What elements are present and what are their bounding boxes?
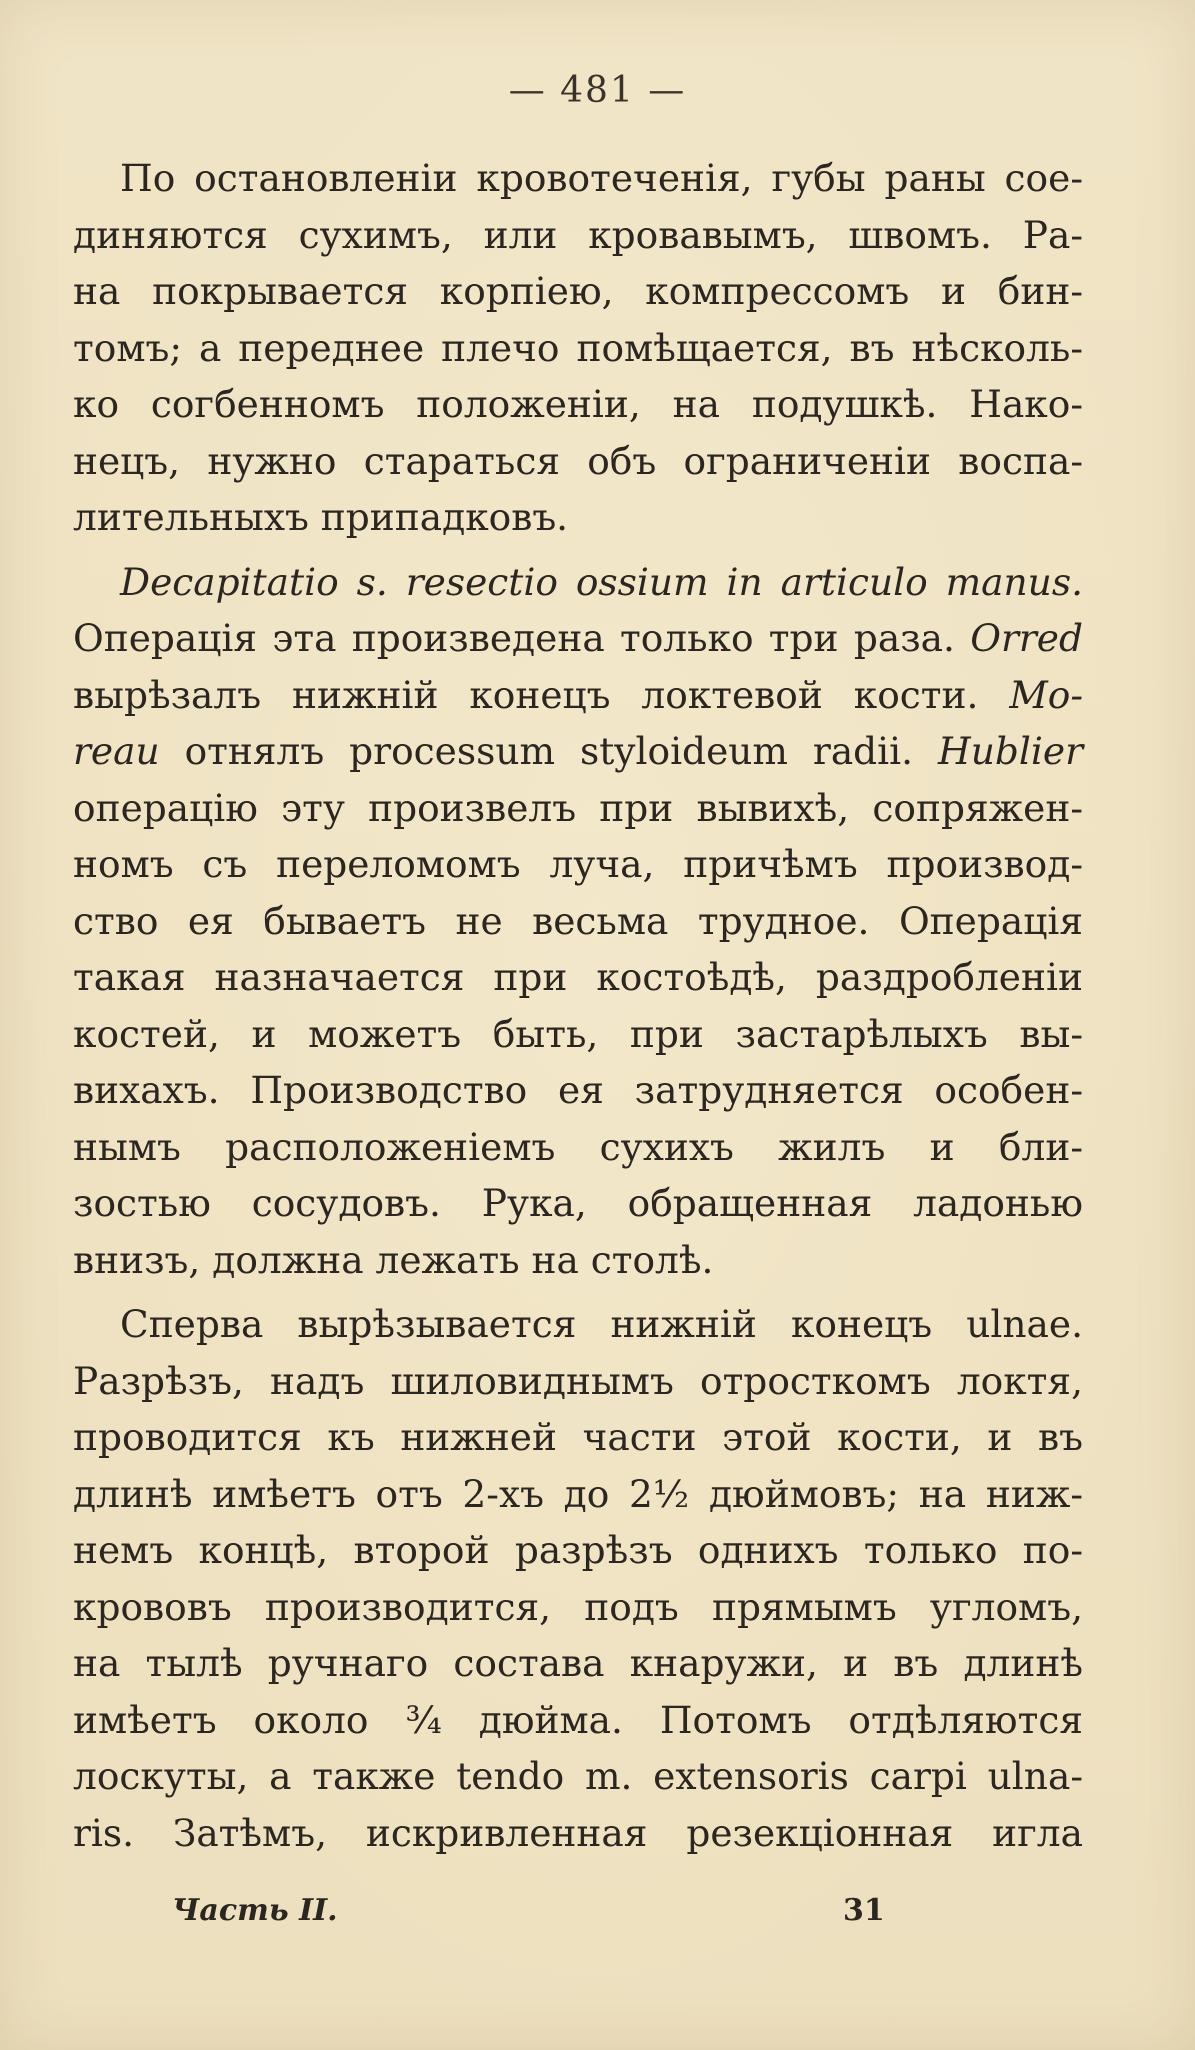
text-line: лительныхъ припадковъ. [73,495,569,539]
italic-run: Hublier [938,729,1083,773]
page-number: — 481 — [508,70,687,111]
text-line: нецъ, нужно стараться объ ограниченіи воспа- [73,438,1083,483]
text-line: проводится къ нижней части этой кости, и въ [73,1415,1083,1459]
italic-run: Mo- [1009,672,1083,717]
text-line: По остановленіи кровотеченія, губы раны сое- [120,156,1083,200]
text-line: на покрывается корпіею, компрессомъ и бин- [73,269,1083,313]
text-line: ris. Затѣмъ, искривленная резекціонная игла [73,1810,1083,1855]
text-line [73,610,1083,667]
text-line: Сперва вырѣзывается нижній конецъ ulnae. [120,1302,1083,1346]
text-line: немъ концѣ, второй разрѣзъ однихъ только по- [73,1528,1083,1572]
text-line: операцію эту произвелъ при вывихѣ, сопряжен- [73,785,1083,830]
text-line: внизъ, должна лежать на столѣ. [73,1237,714,1282]
text-line [73,723,1083,780]
page-footer [0,1893,1195,1933]
paragraph [73,554,1083,1289]
text-line: костей, и можетъ быть, при застарѣлыхъ вы- [73,1011,1083,1056]
text-line: зостью сосудовъ. Рука, обращенная ладонью [73,1181,1083,1225]
text-line [73,667,1083,724]
text-line: Разрѣзъ, надъ шиловиднымъ отросткомъ локтя, [73,1358,1083,1403]
paragraph [73,150,1083,546]
text-line: длинѣ имѣетъ отъ 2-хъ до 2½ дюймовъ; на ниж- [73,1471,1083,1516]
text-line: вихахъ. Производство ея затрудняется особен- [73,1068,1083,1112]
footer-part-label: Часть II. [172,1893,338,1928]
italic-run: Orred [970,616,1083,660]
text-run: вырѣзалъ нижній конецъ локтевой кости. [73,672,1010,717]
italic-run: reau [73,729,160,773]
text-line: нымъ расположеніемъ сухихъ жилъ и бли- [73,1124,1083,1169]
text-line: такая назначается при костоѣдѣ, раздробленіи [73,955,1083,999]
text-line: лоскуты, а также tendo m. extensoris carpi ulna- [73,1754,1083,1798]
text-line: ство ея бываетъ не весьма трудное. Операція [73,898,1083,943]
paragraph [73,1296,1083,1861]
text-line: крововъ производится, подъ прямымъ угломъ, [73,1584,1083,1629]
text-line: томъ; а переднее плечо помѣщается, въ нѣсколь- [73,325,1083,370]
text-line: ко согбенномъ положеніи, на подушкѣ. Нако- [73,382,1083,426]
text-line: на тылѣ ручнаго состава кнаружи, и въ длинѣ [73,1641,1083,1685]
footer-signature: 31 [843,1893,885,1928]
text-line: номъ съ переломомъ луча, причѣмъ производ- [73,842,1083,886]
text-line: диняются сухимъ, или кровавымъ, швомъ. Ра- [73,212,1083,257]
text-run: отнялъ processum styloideum radii. [159,729,939,773]
text-line [73,554,1083,611]
italic-run: Decapitatio s. resectio ossium in articulo manus. [120,559,1083,604]
text-line: имѣетъ около ¾ дюйма. Потомъ отдѣляются [73,1697,1083,1742]
body-text [73,150,1083,1861]
text-run: Операція эта произведена только три раза. [73,616,971,660]
